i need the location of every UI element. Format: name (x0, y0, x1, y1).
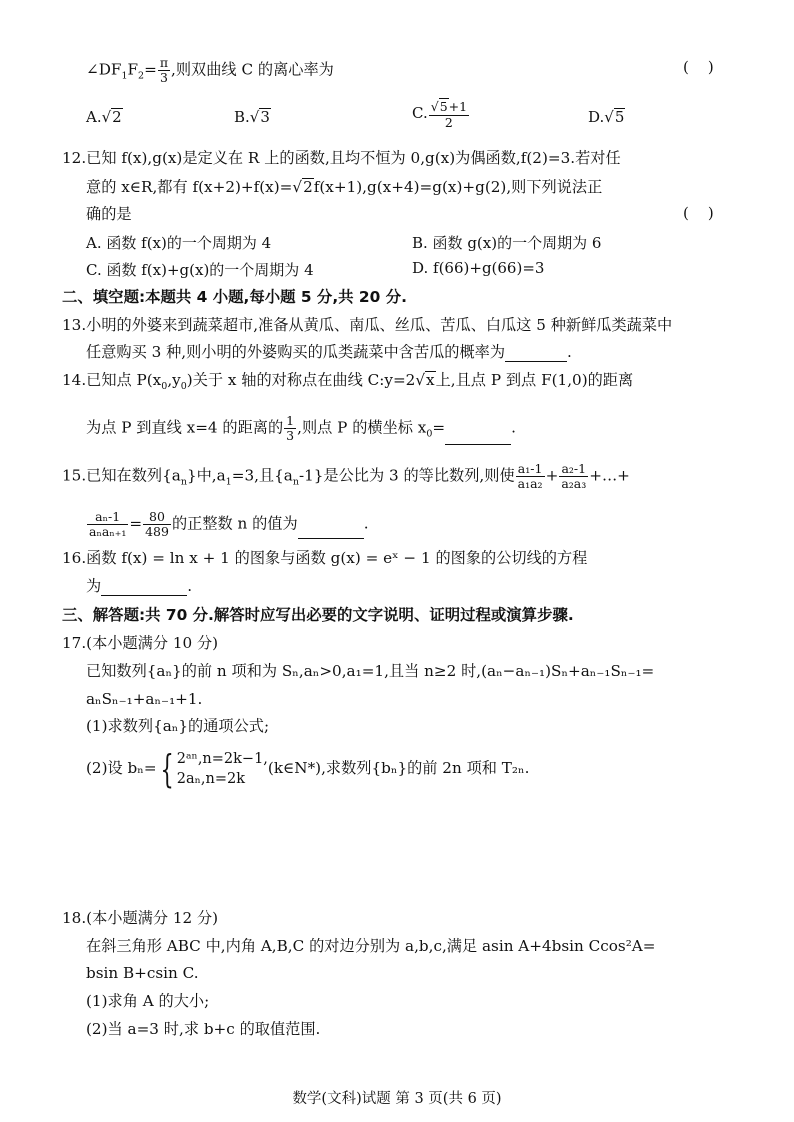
q15-f1-num: a₁-1 (516, 462, 545, 477)
q11-option-c-label: C. (412, 104, 428, 122)
q16-2-text: 为 (86, 577, 102, 595)
q14-answer-blank[interactable] (445, 428, 511, 445)
q12-answer-paren: ( ) (683, 204, 714, 222)
q11-frac-num: π (159, 55, 169, 70)
q11-option-d-label: D. (588, 108, 605, 126)
q15-frac-2 (559, 462, 588, 491)
q15-eq: = (129, 514, 143, 533)
q17-cases (157, 749, 268, 789)
page-footer: 数学(文科)试题 第 3 页(共 6 页) (292, 1091, 502, 1107)
q17-line-1: 已知数列{aₙ}的前 n 项和为 Sₙ,aₙ>0,a₁=1,且当 n≥2 时,(aₙ−aₙ₋₁)Sₙ+aₙ₋₁Sₙ₋₁= (86, 662, 655, 680)
section-3-heading: 三、解答题:共 70 分.解答时应写出必要的文字说明、证明过程或演算步骤. (62, 606, 574, 624)
q12-line-1: 12.已知 f(x),g(x)是定义在 R 上的函数,且均不恒为 0,g(x)为偶函数,f(2)=3.若对任 (62, 149, 621, 167)
q15-frac-1 (516, 462, 545, 491)
q14-1a: 14.已知点 P(x (62, 371, 162, 389)
q13-line-1: 13.小明的外婆来到蔬菜超市,准备从黄瓜、南瓜、丝瓜、苦瓜、白瓜这 5 种新鲜瓜类蔬菜中 (62, 316, 673, 334)
q11-option-c-num-tail: +1 (448, 99, 468, 114)
q15-2-text: 的正整数 n 的值为 (171, 514, 298, 533)
q17-part-1: (1)求数列{aₙ}的通项公式; (86, 717, 270, 735)
q12-option-c: C. 函数 f(x)+g(x)的一个周期为 4 (86, 261, 314, 279)
q18-line-2: bsin B+csin C. (86, 964, 199, 982)
q16-line-1: 16.函数 f(x) = ln x + 1 的图象与函数 g(x) = eˣ − 1 的图象的公切线的方程 (62, 549, 588, 567)
q15-1d: -1}是公比为 3 的等比数列,则使 (298, 466, 515, 485)
q14-fraction (284, 414, 296, 443)
q11-option-b: B.√3 (234, 108, 270, 126)
q12-option-d: D. f(66)+g(66)=3 (412, 259, 545, 277)
q14-frac-den: 3 (286, 428, 295, 443)
q14-end: . (511, 418, 516, 437)
q18-line-1: 在斜三角形 ABC 中,内角 A,B,C 的对边分别为 a,b,c,满足 asin A+4bsin Ccos²A= (86, 937, 656, 955)
q17-case-2: 2aₙ,n=2k (176, 771, 245, 787)
q14-sqrt-x: x (426, 371, 435, 389)
q17-part2-suffix: (k∈N*),求数列{bₙ}的前 2n 项和 T₂ₙ. (267, 759, 530, 777)
q14-line-1: 14.已知点 $P(x_0,y_0)$关于 x 轴的对称点在曲线 C:y=2√x上,且点 P 到点 F(1,0)的距离 (62, 371, 634, 393)
q15-f2-num: a₂-1 (559, 462, 588, 477)
q11-option-a-label: A. (86, 108, 102, 126)
q11-option-c-den: 2 (444, 115, 453, 130)
q16-end: . (187, 577, 193, 595)
q15-line-1: 15.已知在数列$\{a_n\}$中$,a_1=3$,且$\{a_n-1\}$是公比为 3 的等比数列,则使 $\frac{\text{a₁-1}}{\text{a₁a₂}}$ + $\frac{\text{a₂-1}}{\text{a₂a₃}}$ +…+ (62, 461, 630, 491)
q13-line-2-text: 任意购买 3 种,则小明的外婆购买的瓜类蔬菜中含苦瓜的概率为 (86, 343, 506, 361)
q12-line-2a: 意的 x∈R,都有 f(x+2)+f(x)= (86, 178, 293, 196)
q16-line-2 (86, 576, 192, 596)
q12-line-3: 确的是 (86, 205, 132, 223)
q13-line-2 (86, 342, 572, 362)
q15-tail: +…+ (589, 466, 630, 485)
q15-f3-den: aₙaₙ₊₁ (89, 524, 127, 539)
q11-option-b-value: 3 (260, 108, 270, 126)
q16-answer-blank[interactable] (101, 579, 187, 596)
q17-part2-prefix: (2)设 bₙ= (86, 759, 157, 777)
q11-condition: $\angle DF_1F_2=$ $\frac{\pi}{3}$ ,则双曲线 C 的离心率为 (86, 55, 334, 85)
q17-line-2: aₙSₙ₋₁+aₙ₋₁+1. (86, 690, 203, 708)
q11-option-d: D.√5 (588, 108, 625, 126)
q15-f1-den: a₁a₂ (517, 476, 543, 491)
q17-title: 17.(本小题满分 10 分) (62, 634, 219, 652)
q15-f4-den: 489 (145, 524, 169, 539)
q13-end: . (567, 343, 572, 361)
q11-option-a: A.√2 (86, 108, 122, 126)
q12-line-2c: f(x+1),g(x+4)=g(x)+g(2),则下列说法正 (313, 178, 603, 196)
q11-option-c-num: 5 (439, 99, 448, 114)
q15-1a: 15.已知在数列{a (62, 466, 181, 485)
q11-fraction (158, 56, 170, 85)
q12-option-a: A. 函数 f(x)的一个周期为 4 (86, 234, 272, 252)
q12-sqrt2: 2 (303, 178, 313, 196)
q14-frac-num: 1 (286, 413, 295, 428)
q11-answer-paren: ( ) (683, 58, 714, 76)
q14-line-2: 为点 P 到直线 x=4 的距离的 $\frac{1}{3}$ ,则点 P 的横坐标 $x_0=$ . (86, 413, 516, 443)
q14-2c: = (432, 418, 446, 437)
q12-option-b: B. 函数 g(x)的一个周期为 6 (412, 234, 602, 252)
q13-answer-blank[interactable] (505, 345, 567, 362)
q15-answer-blank[interactable] (298, 522, 364, 539)
q11-option-d-value: 5 (614, 108, 625, 126)
q14-2a: 为点 P 到直线 x=4 的距离的 (86, 418, 284, 437)
q15-f4-num: 80 (143, 510, 171, 525)
q17-part-2 (86, 744, 529, 792)
q15-line-2 (86, 510, 369, 539)
q12-line-2: 意的 x∈R,都有 f(x+2)+f(x)=√2f(x+1),g(x+4)=g(x)+g(2),则下列说法正 (86, 178, 603, 196)
q11-text: ,则双曲线 C 的离心率为 (171, 60, 334, 79)
q14-2b: ,则点 P 的横坐标 x (297, 418, 427, 437)
q17-brace: { (159, 747, 174, 791)
q15-1c: =3,且{a (231, 466, 293, 485)
q14-1c: )关于 x 轴的对称点在曲线 C:y=2 (186, 371, 416, 389)
q11-angle: ∠DF (86, 60, 122, 79)
q15-1b: }中,a (186, 466, 226, 485)
q18-title: 18.(本小题满分 12 分) (62, 909, 219, 927)
q15-f2-den: a₂a₃ (561, 476, 587, 491)
q15-end: . (363, 514, 369, 533)
q15-f3-num: aₙ-1 (87, 510, 128, 525)
q17-case-1: 2ᵃⁿ,n=2k−1, (176, 751, 268, 767)
q11-option-a-value: 2 (112, 108, 122, 126)
q11-option-c (412, 98, 470, 130)
q18-part-1: (1)求角 A 的大小; (86, 992, 210, 1010)
q11-frac-den: 3 (159, 70, 168, 85)
q15-frac-3 (87, 510, 128, 539)
q18-part-2: (2)当 a=3 时,求 b+c 的取值范围. (86, 1020, 321, 1038)
q14-1e: 上,且点 P 到点 F(1,0)的距离 (435, 371, 634, 389)
section-2-heading: 二、填空题:本题共 4 小题,每小题 5 分,共 20 分. (62, 288, 407, 306)
q11-option-b-label: B. (234, 108, 250, 126)
q11-option-c-fraction: $\frac{√5+1}{2}$ (430, 99, 468, 130)
q15-frac-4 (143, 510, 171, 539)
q14-1b: ,y (167, 371, 181, 389)
q15-plus: + (545, 466, 559, 485)
